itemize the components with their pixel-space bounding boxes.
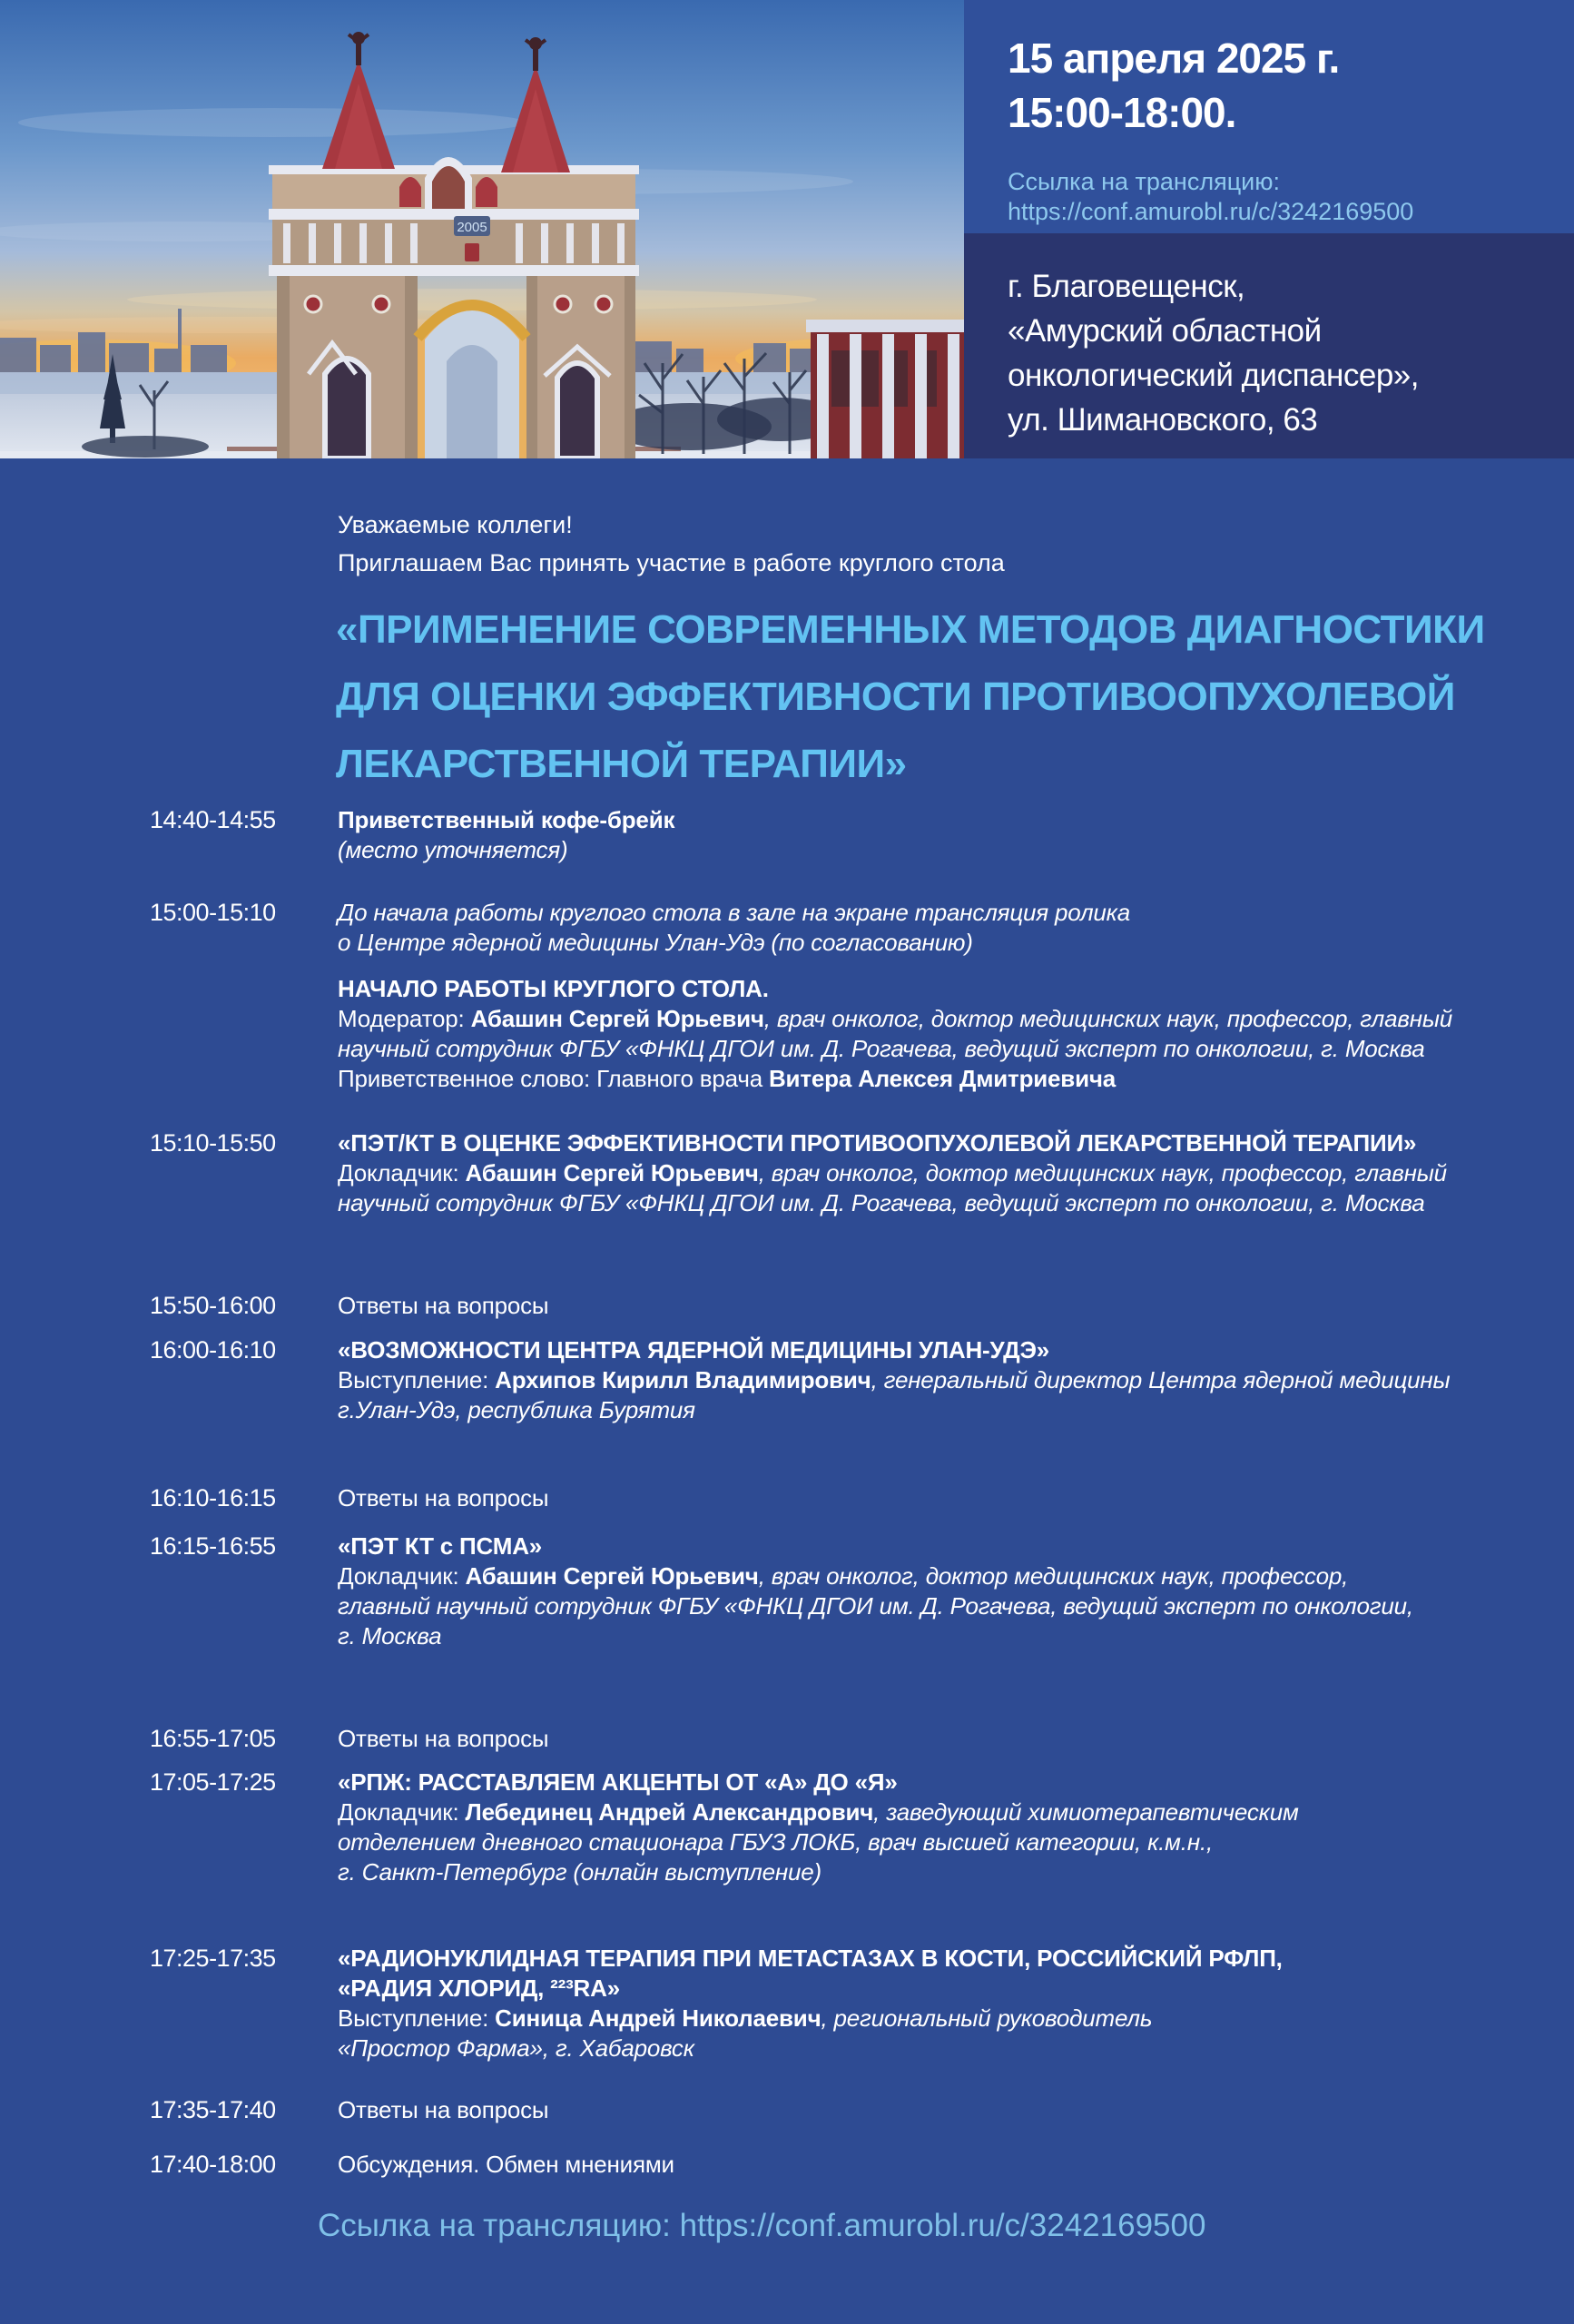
text-segment: Витера Алексея Дмитриевича — [768, 1065, 1117, 1092]
text-segment: Ответы на вопросы — [338, 1484, 549, 1512]
schedule-row — [150, 1724, 1574, 1754]
text-segment: «РПЖ: РАССТАВЛЯЕМ АКЦЕНТЫ ОТ «А» ДО «Я» — [338, 1768, 898, 1796]
intro-text — [338, 506, 1574, 582]
schedule-row — [150, 1531, 1574, 1651]
event-title-line: ЛЕКАРСТВЕННОЙ ТЕРАПИИ» — [336, 742, 907, 786]
schedule-line — [338, 1064, 1574, 1094]
schedule-line — [338, 1158, 1574, 1188]
schedule-content — [338, 805, 1574, 865]
schedule-line — [338, 1034, 1574, 1064]
schedule-line — [338, 1335, 1574, 1365]
text-segment: Абашин Сергей Юрьевич — [465, 1159, 759, 1187]
schedule-time: 16:15-16:55 — [150, 1532, 276, 1560]
text-segment: Выступление: — [338, 2004, 496, 2032]
schedule-content — [338, 2150, 1574, 2180]
schedule-row — [150, 898, 1574, 958]
text-segment: Докладчик: — [338, 1159, 466, 1187]
schedule-content — [338, 1724, 1574, 1754]
schedule-row — [150, 805, 1574, 865]
schedule-time: 16:00-16:10 — [150, 1336, 276, 1364]
intro-line: Уважаемые коллеги! — [338, 511, 573, 538]
schedule-line — [338, 1591, 1574, 1621]
address-line: ул. Шимановского, 63 — [1008, 402, 1318, 438]
schedule-line — [338, 1944, 1574, 1974]
schedule-row — [150, 2095, 1574, 2125]
schedule-content — [338, 1483, 1574, 1513]
text-segment: Ответы на вопросы — [338, 1725, 549, 1752]
text-segment: , заведующий химиотерапевтическим — [873, 1798, 1299, 1826]
schedule-content — [338, 898, 1574, 958]
text-segment: главный научный сотрудник ФГБУ «ФНКЦ ДГОИ им. Д. Рогачева, ведущий эксперт по онкологии, — [338, 1592, 1413, 1620]
svg-text:2005: 2005 — [457, 220, 487, 235]
text-segment: , генеральный директор Центра ядерной медицины — [871, 1366, 1451, 1393]
text-segment: отделением дневного стационара ГБУЗ ЛОКБ, врач высшей категории, к.м.н., — [338, 1828, 1213, 1856]
schedule-line — [338, 1621, 1574, 1651]
schedule-time: 15:00-15:10 — [150, 899, 276, 926]
schedule-content — [338, 1335, 1574, 1425]
footer-stream-link[interactable]: Ссылка на трансляцию: https://conf.amurobl.ru/c/3242169500 — [318, 2208, 1206, 2243]
schedule-content — [338, 2095, 1574, 2125]
text-segment: , врач онколог, доктор медицинских наук, профессор, главный — [763, 1005, 1453, 1032]
schedule-line — [338, 1797, 1574, 1827]
text-segment: Абашин Сергей Юрьевич — [465, 1562, 759, 1590]
schedule-line — [338, 2150, 1574, 2180]
schedule-row — [150, 1335, 1574, 1425]
schedule-content — [338, 1944, 1574, 2063]
schedule-row — [150, 974, 1574, 1094]
text-segment: Синица Андрей Николаевич — [495, 2004, 821, 2032]
text-segment: До начала работы круглого стола в зале на экране трансляция ролика — [338, 899, 1131, 926]
footer — [318, 2207, 1574, 2245]
text-segment: Обсуждения. Обмен мнениями — [338, 2151, 674, 2178]
schedule-time: 16:10-16:15 — [150, 1484, 276, 1512]
schedule-line — [338, 1531, 1574, 1561]
hero-right-panels — [964, 0, 1574, 458]
schedule-time: 14:40-14:55 — [150, 806, 276, 833]
schedule-line — [338, 1483, 1574, 1513]
schedule-line — [338, 1128, 1574, 1158]
schedule-line — [338, 1827, 1574, 1857]
text-segment: «РАДИЯ ХЛОРИД, ²²³RA» — [338, 1974, 620, 2002]
schedule-line — [338, 928, 1574, 958]
text-segment: (место уточняется) — [338, 836, 568, 863]
text-segment: , врач онколог, доктор медицинских наук, профессор, главный — [758, 1159, 1447, 1187]
date-panel — [964, 0, 1574, 233]
text-segment: , врач онколог, доктор медицинских наук, профессор, — [758, 1562, 1349, 1590]
event-title — [336, 596, 1574, 798]
schedule-content — [338, 1531, 1574, 1651]
schedule-line — [338, 2095, 1574, 2125]
text-segment: научный сотрудник ФГБУ «ФНКЦ ДГОИ им. Д. Рогачева, ведущий эксперт по онкологии, г. Москва — [338, 1189, 1425, 1216]
schedule-line — [338, 1395, 1574, 1425]
schedule-content — [338, 974, 1574, 1094]
text-segment: «Простор Фарма», г. Хабаровск — [338, 2034, 694, 2062]
schedule-time: 17:40-18:00 — [150, 2151, 276, 2178]
schedule-line — [338, 1857, 1574, 1887]
stream-link-url[interactable]: https://conf.amurobl.ru/c/3242169500 — [1008, 198, 1414, 225]
text-segment: «ВОЗМОЖНОСТИ ЦЕНТРА ЯДЕРНОЙ МЕДИЦИНЫ УЛАН-УДЭ» — [338, 1336, 1050, 1364]
text-segment: Ответы на вопросы — [338, 2096, 549, 2123]
hero-section — [0, 0, 1574, 458]
text-segment: Ответы на вопросы — [338, 1292, 549, 1319]
intro-line: Приглашаем Вас принять участие в работе круглого стола — [338, 549, 1005, 576]
text-segment: Выступление: — [338, 1366, 496, 1393]
text-segment: , региональный руководитель — [821, 2004, 1153, 2032]
schedule — [0, 805, 1574, 2180]
text-segment: «РАДИОНУКЛИДНАЯ ТЕРАПИЯ ПРИ МЕТАСТАЗАХ В КОСТИ, РОССИЙСКИЙ РФЛП, — [338, 1945, 1283, 1972]
schedule-line — [338, 2004, 1574, 2034]
text-segment: г. Санкт-Петербург (онлайн выступление) — [338, 1858, 821, 1886]
schedule-line — [338, 2034, 1574, 2063]
schedule-line — [338, 1291, 1574, 1321]
event-date: 15 апреля 2025 г. — [1008, 34, 1340, 82]
schedule-line — [338, 1188, 1574, 1218]
schedule-content — [338, 1291, 1574, 1321]
text-segment: научный сотрудник ФГБУ «ФНКЦ ДГОИ им. Д. Рогачева, ведущий эксперт по онкологии, г. Москва — [338, 1035, 1425, 1062]
arch-photo-illustration — [0, 0, 964, 458]
text-segment: Приветственное слово: Главного врача — [338, 1065, 769, 1092]
text-segment: Архипов Кирилл Владимирович — [495, 1366, 871, 1393]
text-segment: «ПЭТ КТ с ПСМА» — [338, 1532, 543, 1560]
schedule-line — [338, 1974, 1574, 2004]
text-segment: Лебединец Андрей Александрович — [465, 1798, 874, 1826]
schedule-time: 17:35-17:40 — [150, 2096, 276, 2123]
schedule-line — [338, 1004, 1574, 1034]
schedule-time: 17:25-17:35 — [150, 1945, 276, 1972]
schedule-content — [338, 1768, 1574, 1887]
schedule-row — [150, 1291, 1574, 1321]
address-line: онкологический диспансер», — [1008, 358, 1419, 393]
text-segment: «ПЭТ/КТ В ОЦЕНКЕ ЭФФЕКТИВНОСТИ ПРОТИВООПУХОЛЕВОЙ ЛЕКАРСТВЕННОЙ ТЕРАПИИ» — [338, 1129, 1417, 1157]
text-segment: о Центре ядерной медицины Улан-Удэ (по согласованию) — [338, 929, 973, 956]
schedule-line — [338, 835, 1574, 865]
event-title-line: ДЛЯ ОЦЕНКИ ЭФФЕКТИВНОСТИ ПРОТИВООПУХОЛЕВОЙ — [336, 675, 1455, 719]
text-segment: г.Улан-Удэ, республика Бурятия — [338, 1396, 695, 1423]
text-segment: Докладчик: — [338, 1798, 466, 1826]
stream-link-label: Ссылка на трансляцию: — [1008, 168, 1280, 195]
schedule-content — [338, 1128, 1574, 1218]
schedule-time: 15:50-16:00 — [150, 1292, 276, 1319]
schedule-time: 15:10-15:50 — [150, 1129, 276, 1157]
schedule-line — [338, 1561, 1574, 1591]
text-segment: Докладчик: — [338, 1562, 466, 1590]
event-time: 15:00-18:00. — [1008, 89, 1236, 136]
schedule-time: 17:05-17:25 — [150, 1768, 276, 1796]
schedule-line — [338, 974, 1574, 1004]
text-segment: Приветственный кофе-брейк — [338, 806, 675, 833]
text-segment: г. Москва — [338, 1622, 442, 1649]
schedule-line — [338, 1724, 1574, 1754]
schedule-row — [150, 1768, 1574, 1887]
address-line: «Амурский областной — [1008, 313, 1322, 349]
schedule-row — [150, 2150, 1574, 2180]
red-brick-building — [806, 320, 964, 458]
schedule-row — [150, 1128, 1574, 1218]
hero-photo — [0, 0, 964, 458]
schedule-row — [150, 1944, 1574, 2063]
text-segment: Модератор: — [338, 1005, 471, 1032]
text-segment: Абашин Сергей Юрьевич — [470, 1005, 764, 1032]
schedule-row — [150, 1483, 1574, 1513]
schedule-line — [338, 1768, 1574, 1797]
schedule-line — [338, 805, 1574, 835]
schedule-line — [338, 1365, 1574, 1395]
schedule-time: 16:55-17:05 — [150, 1725, 276, 1752]
schedule-line — [338, 898, 1574, 928]
address-panel — [964, 233, 1574, 458]
text-segment: НАЧАЛО РАБОТЫ КРУГЛОГО СТОЛА. — [338, 975, 769, 1002]
address-line: г. Благовещенск, — [1008, 269, 1245, 304]
event-title-line: «ПРИМЕНЕНИЕ СОВРЕМЕННЫХ МЕТОДОВ ДИАГНОСТИКИ — [336, 607, 1485, 652]
